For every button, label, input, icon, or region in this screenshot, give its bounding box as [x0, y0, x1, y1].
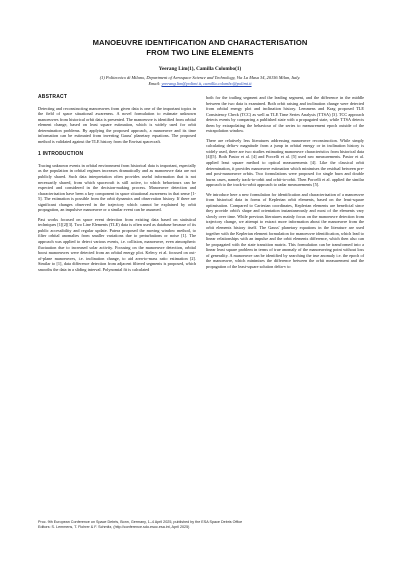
intro-paragraph-1: Tracing unknown events in orbital environment from historical data is important, especially as the population in orbital regimes increases dramatically and as manoeuvre data are not publicly shared. Such data interpretation often provides useful information that is not necessarily shared, from which spacecraft is still active, to which behaviours can be expected and considered in the decision-making process. Manoeuvre detection and characterisation have been a key component in space situational awareness in that sense [1-5]. The estimation is possible from the orbit dynamics and observation history. If there are significant changes observed in the trajectory which cannot be explained by orbit propagation, an impulsive manoeuvre or a similar event can be assumed. [38, 162, 196, 213]
introduction-heading: 1 INTRODUCTION [38, 151, 84, 158]
proceedings-footer [38, 520, 368, 531]
affiliation-block [30, 75, 370, 87]
right-paragraph-2: There are relatively less literatures addressing manoeuvre reconstruction. While simply calculating delta-v magnitude from a jump in orbital energy or in inclination history is widely used, there are two studies estimating manoeuvre characteristics from historical data [4][5]. Both Pastor et al. [4] and Porcelli et al. [5] used raw measurements. Pastor et al. applied least square method to optical measurements [4]. Like the classical orbit determination, it provides manoeuvre estimation which minimises the residual between pre- and post-manoeuvre orbits. Two formulations were proposed for single burn and double burns cases, namely track-to-orbit and orbit-to-orbit. Then Porcelli et al. applied the similar approach to the track-to-orbit approach to radar measurements [5]. [206, 137, 364, 188]
abstract-heading: ABSTRACT [38, 94, 68, 100]
right-paragraph-3: We introduce here a new formulation for identification and characterisation of a manoeuvre from historical data in forms of Keplerian orbit elements, based on the least-square optimisation. Compared to Cartesian coordinates, Keplerian elements are beneficial since they provide orbit's shape and orientation instantaneously and most of the elements vary slowly over time. While previous literatures mainly focus on the manoeuvre detection from trajectory change, we attempt to extract more information about the manoeuvre from the orbit elements history itself. The Gauss' planetary equations in the literature are used together with the Keplerian element formulation for manoeuvre identification, which lead to linear relationships with an impulse and the orbit elements difference, which then also can be propagated with the state transition matrix. This formulation can be transformed into a linear least square problem in terms of true anomaly of the manoeuvring point without loss of generality. A manoeuvre can be identified by searching the true anomaly i.e. the epoch of the manoeuvre, which minimises the difference between the orbit measurement and the propagation of the least-square solution delta-v to [206, 191, 364, 269]
email-links[interactable]: yeerang.lim@polimi.it, camilla.colombo@polimi.it [161, 81, 252, 86]
authors: Yeerang Lim(1), Camilla Colombo(1) [158, 66, 242, 72]
paper-title [40, 38, 360, 58]
left-column [38, 95, 196, 276]
intro-paragraph-2: Past works focused on space event detection from existing data based on statistical techniques [1][2][3]. Two Line Elements (TLE) data is often used as database because of its public accessibility and regular update. Patera proposed the moving window method, to filter orbital anomalies from smaller variations due to perturbations or noise [1]. The approach was applied to detect various events, i.e. collision, manoeuvre, even atmospheric fluctuation due to increased solar activity. Focusing on the manoeuvre detection, orbital boost manoeuvres were detected from an orbital energy plot. Kelecy et al. focused on out-of-plane manoeuvres, i.e. inclination change, to aid area-to-mass ratio estimation [2]. Similar to [1], data difference detection from adjacent filtered segments is proposed, which smooths the data in a sliding interval. Polynomial fit is calculated [38, 216, 196, 272]
footer-line-1: Proc. 9th European Conference on Space Debris, Bonn, Germany, 1–4 April 2025, published by the ESA Space Debris Office [38, 520, 243, 524]
title-line-2: FROM TWO LINE ELEMENTS [146, 48, 254, 57]
abstract-text: Detecting and reconstructing manoeuvres from given data is one of the important topics in the field of space situational awareness. A novel formulation to estimate unknown manoeuvres from historical orbit data is presented. The manoeuvre is identified from orbital element change, based on least square estimation, which is widely used for orbit determination problems. By applying the proposed approach, a manoeuvre and its time information can be estimated from inverting Gauss' planetary equations. The proposed method is validated against the TLE history from the Envisat spacecraft. [38, 105, 196, 144]
title-line-1: MANOEUVRE IDENTIFICATION AND CHARACTERISATION [92, 38, 308, 47]
email-line [30, 81, 370, 87]
footer-line-2: Editors: S. Lemmens, T. Flohrer & F. Schmitz, (http://conference.sdo.esoc.esa.int, April 2025) [38, 525, 190, 530]
email-label: Email: [148, 81, 161, 86]
right-paragraph-1: both for the trailing segment and the leading segment, and the difference in the middle between the two data is examined. Both orbit raising and inclination change were detected from orbital energy plot and inclination history. Lemmens and Krag proposed TLE Consistency Check (TCC) as well as TLE Time Series Analysis (TTSA) [3]. TCC approach detects events by comparing a published state with a propagated state, while TTSA detects them by extrapolating the behaviour of the series to measurement epoch outside of the extrapolation window. [206, 95, 364, 134]
right-column [206, 95, 364, 273]
affiliation: (1) Politecnico di Milano, Department of Aerospace Science and Technology, Via La Masa 34, 20156 Milan, Italy. [99, 75, 301, 80]
